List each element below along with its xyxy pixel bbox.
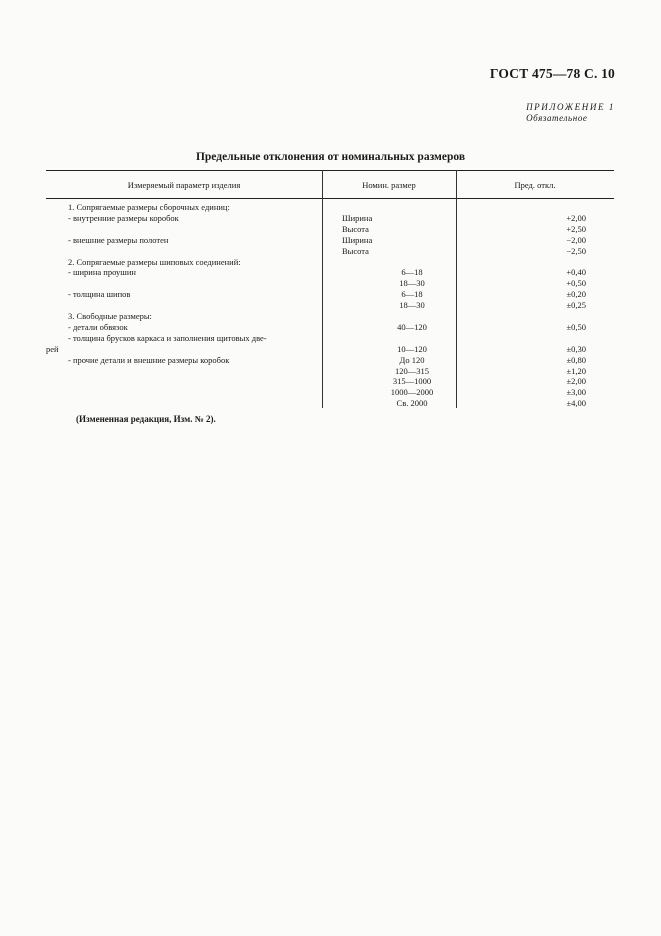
table-cell-nominal: 10—120 [397,343,427,354]
appendix-label: ПРИЛОЖЕНИЕ 1 [526,102,615,112]
table-cell-parameter: - внешние размеры полотен [68,234,169,245]
table-cell-nominal: До 120 [399,354,425,365]
document-reference: ГОСТ 475—78 С. 10 [489,66,615,81]
table-cell-parameter: 3. Свободные размеры: [68,311,152,321]
table-cell-nominal: Высота [342,245,369,256]
deviations-table [46,170,614,408]
table-cell-nominal: 18—30 [399,300,425,311]
table-cell-deviation: ±0,50 [566,321,586,332]
table-cell-nominal: 1000—2000 [390,387,434,398]
table-header-rule [46,198,614,199]
column-header-deviation: Пред. откл. [514,180,556,190]
table-cell-nominal: 6—18 [401,289,423,300]
table-cell-deviation: ±1,20 [566,365,586,376]
table-cell-parameter: - прочие детали и внешние размеры коробок [68,354,230,365]
table-cell-nominal: Св. 2000 [396,398,428,409]
table-cell-deviation: ±2,00 [566,376,586,387]
table-cell-deviation: −2,00 [566,234,586,245]
table-cell-deviation: +0,50 [566,278,586,289]
table-cell-deviation: +2,00 [566,212,586,223]
table-cell-deviation: +2,50 [566,223,586,234]
table-cell-deviation: ±3,00 [566,387,586,398]
table-cell-parameter: рей [46,343,59,354]
table-cell-deviation: +0,40 [566,267,586,278]
table-top-rule [46,170,614,171]
table-cell-nominal: 6—18 [401,267,423,278]
column-header-parameter: Измеряемый параметр изделия [127,180,241,190]
table-cell-deviation: ±0,80 [566,354,586,365]
table-title: Предельные отклонения от номинальных размеров [195,151,466,163]
table-cell-nominal: Высота [342,223,369,234]
table-cell-deviation: ±4,00 [566,398,586,409]
table-cell-nominal: 315—1000 [392,376,432,387]
appendix-block [526,102,615,123]
table-cell-parameter: 2. Сопрягаемые размеры шиповых соединений: [68,256,241,267]
table-cell-parameter: - ширина проушин [68,267,136,278]
table-cell-nominal: 40—120 [397,321,427,332]
table-cell-deviation: ±0,20 [566,289,586,300]
amendment-note: (Измененная редакция, Изм. № 2). [76,414,216,424]
table-cell-nominal: 120—315 [395,365,429,376]
table-cell-nominal: 18—30 [399,278,425,289]
table-cell-nominal: Ширина [342,212,373,223]
table-cell-parameter: - толщина шипов [68,289,131,300]
table-cell-deviation: ±0,25 [566,300,586,311]
table-cell-parameter: - толщина брусков каркаса и заполнения щитовых две- [68,332,267,343]
table-cell-deviation: ±0,30 [566,343,586,354]
table-cell-deviation: −2,50 [566,245,586,256]
appendix-status: Обязательное [526,113,588,123]
table-cell-parameter: - детали обвязок [68,321,128,332]
table-cell-parameter: - внутренние размеры коробок [68,212,179,223]
table-cell-nominal: Ширина [342,234,373,245]
table-cell-parameter: 1. Сопрягаемые размеры сборочных единиц: [68,202,230,212]
column-header-nominal: Номин. размер [362,180,416,190]
